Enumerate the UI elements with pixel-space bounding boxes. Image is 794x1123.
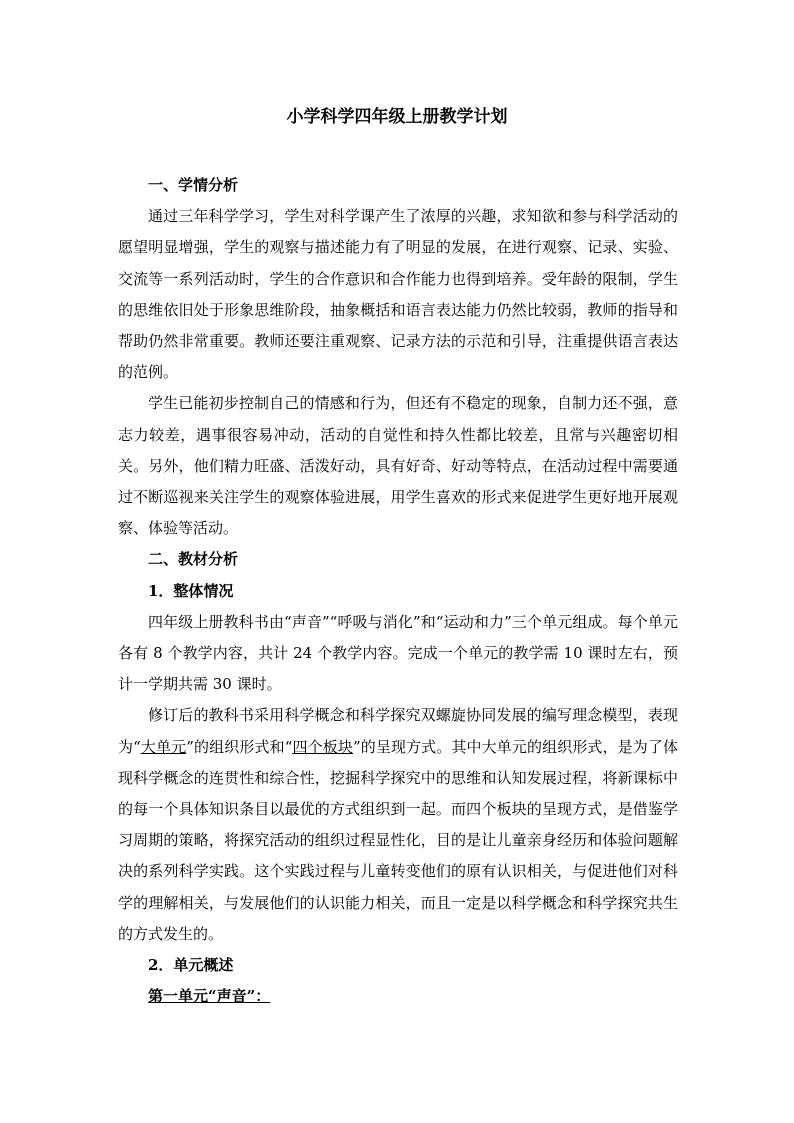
unit1-heading: 第一单元“声音”： <box>148 987 271 1006</box>
subheading-unit-overview: 2．单元概述 <box>148 956 234 975</box>
underlined-term-big-unit: 大单元 <box>140 737 187 756</box>
paragraph-text: 修订后的教科书采用科学概念和科学探究双螺旋协同发展的编写理念模型，表现为“ <box>118 706 678 756</box>
underlined-term-four-sections: 四个板块 <box>292 737 353 756</box>
section-heading-learning-analysis: 一、学情分析 <box>148 176 239 194</box>
section-heading-textbook-analysis: 二、教材分析 <box>148 550 239 569</box>
paragraph-text: ”的呈现方式。其中大单元的组织形式，是为了体现科学概念的连贯性和综合性，挖掘科学探究中的思维和认知发展过程，将新课标中的每一个具体知识条目以最优的方式组织到一起。而四个板块的呈现方式，是借鉴学习周期的策略，将探究活动的组织过程显性化，目的是让儿童亲身经历和体验问题解决的系列科学实践。这个实践过程与儿童转变他们的原有认识相关，与促进他们对科学的理解相关，与发展他们的认识能力相关，而且一定是以科学概念和科学探究共生的方式发生的。 <box>118 737 678 943</box>
paragraph-text: ”的组织形式和“ <box>186 737 293 756</box>
paragraph-overall-situation-1: 四年级上册教科书由“声音”“呼吸与消化”和“运动和力”三个单元组成。每个单元各有 8 个教学内容，共计 24 个教学内容。完成一个单元的教学需 10 课时左右，预计一学期共需 30 课时。 <box>118 612 678 694</box>
document-body <box>118 170 678 1012</box>
subheading-overall-situation: 1．整体情况 <box>148 581 234 600</box>
document-title: 小学科学四年级上册教学计划 <box>286 107 508 127</box>
paragraph-overall-situation-2 <box>118 700 678 950</box>
paragraph-learning-analysis-2: 学生已能初步控制自己的情感和行为，但还有不稳定的现象，自制力还不强，意志力较差，遇事很容易冲动，活动的自觉性和持久性都比较差，且常与兴趣密切相关。另外，他们精力旺盛、活泼好动，具有好奇、好动等特点，在活动过程中需要通过不断巡视来关注学生的观察体验进展，用学生喜欢的形式来促进学生更好地开展观察、体验等活动。 <box>118 394 678 538</box>
paragraph-learning-analysis-1: 通过三年科学学习，学生对科学课产生了浓厚的兴趣，求知欲和参与科学活动的愿望明显增强，学生的观察与描述能力有了明显的发展，在进行观察、记录、实验、交流等一系列活动时，学生的合作意识和合作能力也得到培养。受年龄的限制，学生的思维依旧处于形象思维阶段，抽象概括和语言表达能力仍然比较弱，教师的指导和帮助仍然非常重要。教师还要注重观察、记录方法的示范和引导，注重提供语言表达的范例。 <box>118 207 678 382</box>
unit1-heading-line <box>118 981 678 1012</box>
